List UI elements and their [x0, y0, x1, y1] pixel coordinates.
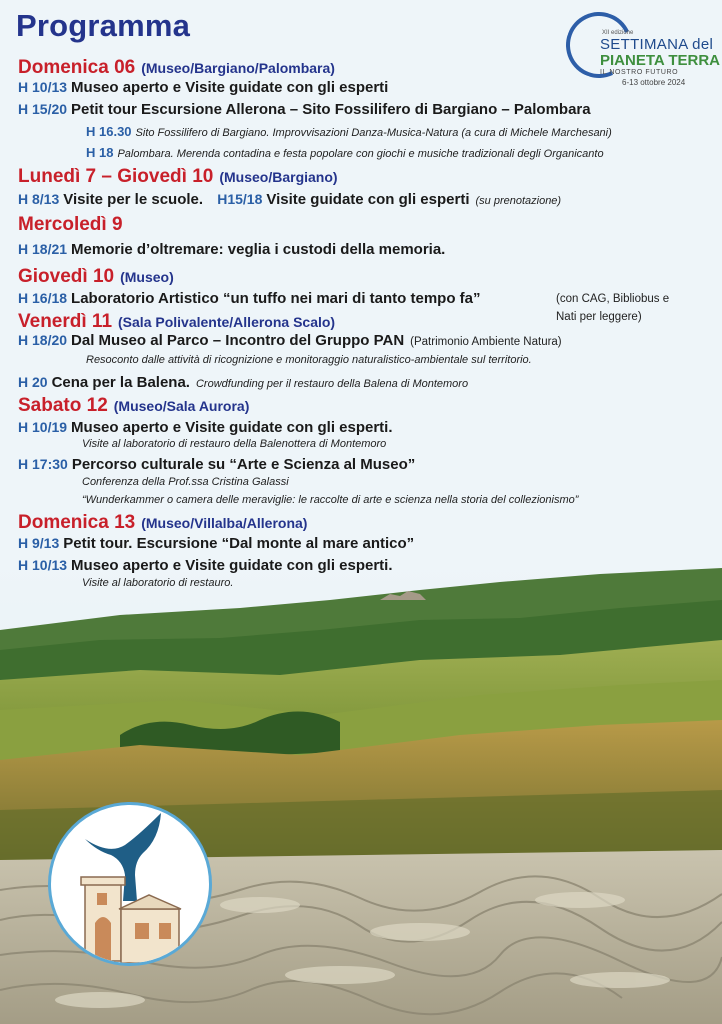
event-hour: H 18/21: [18, 241, 68, 257]
event-line: [18, 290, 481, 307]
event-text: Sito Fossilifero di Bargiano. Improvvisazioni Danza-Musica-Natura (a cura di Michele Marchesani): [135, 127, 612, 139]
event-line: [18, 101, 591, 118]
day-location: (Museo/Sala Aurora): [113, 398, 250, 414]
day-location: (Sala Polivalente/Allerona Scalo): [118, 314, 336, 330]
day-heading: [18, 512, 307, 534]
event-note: Crowdfunding per il restauro della Balena di Montemoro: [195, 378, 469, 390]
event-line: [18, 79, 388, 96]
event-hour: H 20: [18, 374, 48, 390]
event-text: Memorie d’oltremare: veglia i custodi della memoria.: [71, 241, 446, 258]
event-text: Percorso culturale su “Arte e Scienza al Museo”: [71, 456, 416, 473]
event-line: [18, 456, 415, 473]
event-text: Petit tour. Escursione “Dal monte al mare antico”: [63, 535, 415, 552]
day-title: Lunedì 7 – Giovedì 10: [18, 166, 214, 187]
day-heading: [18, 311, 335, 333]
event-hour: H 15/20: [18, 101, 68, 117]
day-heading: [18, 57, 335, 79]
settimana-pianeta-terra-logo: [564, 10, 720, 88]
day-location: (Museo/Bargiano/Palombara): [141, 60, 335, 76]
event-line: [18, 374, 468, 391]
logo-line3: IL NOSTRO FUTURO: [600, 69, 679, 76]
event-line: [18, 241, 445, 258]
whale-tail-tower-logo-icon: [48, 802, 212, 966]
event-hour: H 10/19: [18, 419, 68, 435]
event-subline: “Wunderkammer o camera delle meraviglie: le raccolte di arte e scienza nella storia del collezionismo”: [82, 494, 579, 506]
event-text: Visite guidate con gli esperti: [266, 191, 470, 208]
event-text: Petit tour Escursione Allerona – Sito Fossilifero di Bargiano – Palombara: [71, 101, 591, 118]
event-hour: H 8/13: [18, 191, 60, 207]
event-subline: Conferenza della Prof.ssa Cristina Galassi: [82, 476, 289, 488]
event-text: Museo aperto e Visite guidate con gli esperti.: [71, 557, 393, 574]
event-hour: H 18/20: [18, 332, 68, 348]
event-hour: H 16.30: [86, 124, 132, 139]
event-text: Cena per la Balena.: [51, 374, 190, 391]
logo-dates: 6-13 ottobre 2024: [622, 78, 686, 87]
event-subline: Visite al laboratorio di restauro.: [82, 577, 234, 589]
event-line: [18, 535, 414, 552]
side-note-line: Nati per leggere): [556, 311, 642, 323]
event-text: Visite per le scuole.: [63, 191, 204, 208]
event-hour: H 17:30: [18, 456, 68, 472]
event-hour: H15/18: [217, 191, 263, 207]
event-subline: [86, 124, 612, 139]
event-hour: H 9/13: [18, 535, 60, 551]
day-title: Domenica 06: [18, 57, 136, 78]
event-text: Museo aperto e Visite guidate con gli esperti: [71, 79, 389, 96]
logo-line2: PIANETA TERRA: [600, 52, 720, 69]
logo-line1: SETTIMANA del: [600, 36, 714, 53]
page-title: Programma: [16, 8, 191, 43]
event-hour: H 18: [86, 145, 114, 160]
day-location: (Museo): [120, 269, 174, 285]
event-line: [18, 191, 561, 208]
day-location: (Museo/Bargiano): [219, 169, 338, 185]
day-heading: [18, 266, 174, 288]
day-heading: [18, 395, 249, 417]
day-title: Sabato 12: [18, 395, 108, 416]
event-text: Dal Museo al Parco – Incontro del Gruppo PAN: [71, 332, 405, 349]
day-heading: [18, 214, 123, 236]
event-subline: Resoconto dalle attività di ricognizione e monitoraggio naturalistico-ambientale sul territorio.: [86, 354, 532, 366]
event-note: (Patrimonio Ambiente Natura): [410, 336, 562, 348]
event-text: Museo aperto e Visite guidate con gli esperti.: [71, 419, 393, 436]
event-hour: H 10/13: [18, 79, 68, 95]
day-heading: [18, 166, 338, 188]
day-title: Mercoledì 9: [18, 214, 123, 235]
event-text: Laboratorio Artistico “un tuffo nei mari di tanto tempo fa”: [71, 290, 481, 307]
event-subline: [86, 145, 604, 160]
event-hour: H 10/13: [18, 557, 68, 573]
day-title: Giovedì 10: [18, 266, 115, 287]
event-line: [18, 557, 393, 574]
event-line: [18, 332, 562, 349]
day-title: Venerdì 11: [18, 311, 113, 332]
side-note-line: (con CAG, Bibliobus e: [556, 293, 670, 305]
event-subline: Visite al laboratorio di restauro della Balenottera di Montemoro: [82, 438, 387, 450]
logo-edition: XII edizione: [602, 30, 634, 36]
day-location: (Museo/Villalba/Allerona): [141, 515, 308, 531]
event-note: (su prenotazione): [475, 195, 562, 207]
event-side-note: [556, 290, 669, 326]
day-title: Domenica 13: [18, 512, 136, 533]
event-text: Palombara. Merenda contadina e festa popolare con giochi e musiche tradizionali degli Organicanto: [117, 148, 604, 160]
event-hour: H 16/18: [18, 290, 68, 306]
event-line: [18, 419, 393, 436]
